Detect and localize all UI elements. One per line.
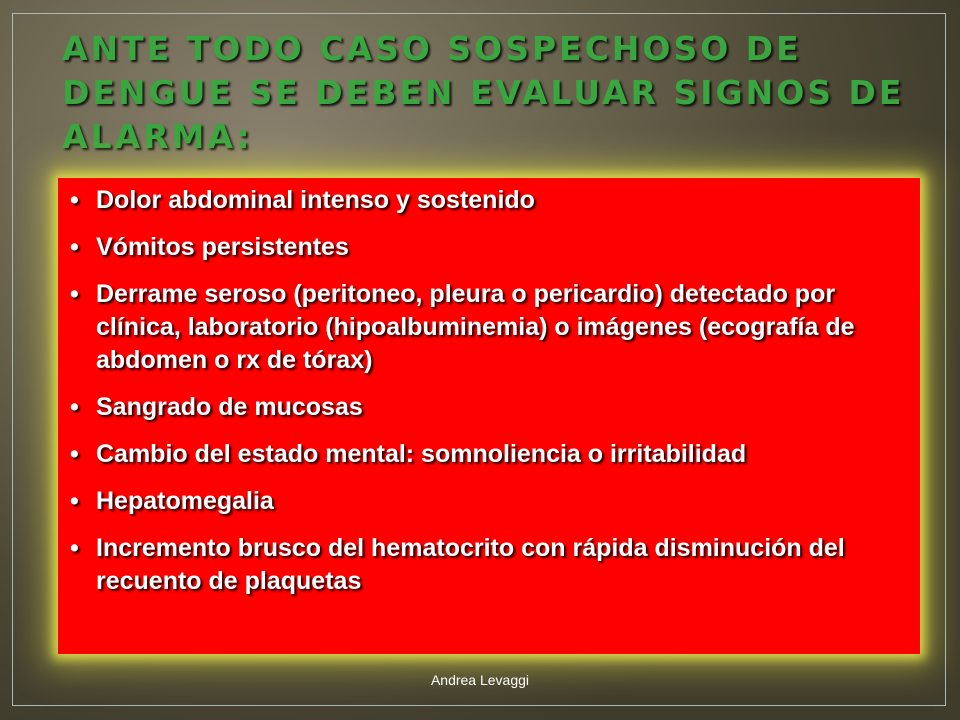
bullet-icon: • bbox=[70, 487, 79, 515]
alarm-signs-box bbox=[58, 178, 920, 654]
list-item-text: Incremento brusco del hematocrito con rápida disminución del recuento de plaquetas bbox=[96, 534, 845, 595]
list-item bbox=[58, 184, 920, 217]
slide-footer-author: Andrea Levaggi bbox=[430, 672, 530, 688]
bullet-icon: • bbox=[70, 534, 79, 562]
list-item bbox=[58, 532, 920, 598]
list-item bbox=[58, 391, 920, 424]
list-item bbox=[58, 438, 920, 471]
list-item-text: Derrame seroso (peritoneo, pleura o pericardio) detectado por clínica, laboratorio (hipoalbuminemia) o imágenes (ecografía de abdomen o rx de tórax) bbox=[96, 280, 855, 374]
list-item-text: Hepatomegalia bbox=[96, 487, 274, 515]
list-item-text: Sangrado de mucosas bbox=[96, 393, 363, 421]
list-item-text: Vómitos persistentes bbox=[96, 233, 349, 261]
list-item bbox=[58, 231, 920, 264]
bullet-icon: • bbox=[70, 393, 79, 421]
bullet-icon: • bbox=[70, 280, 79, 308]
bullet-icon: • bbox=[70, 233, 79, 261]
alarm-signs-list bbox=[58, 178, 920, 598]
list-item-text: Dolor abdominal intenso y sostenido bbox=[96, 186, 535, 214]
list-item bbox=[58, 278, 920, 377]
slide-title: ANTE TODO CASO SOSPECHOSO DE DENGUE SE DEBEN EVALUAR SIGNOS DE ALARMA: bbox=[62, 29, 905, 156]
list-item-text: Cambio del estado mental: somnoliencia o irritabilidad bbox=[96, 440, 747, 468]
bullet-icon: • bbox=[70, 440, 79, 468]
list-item bbox=[58, 485, 920, 518]
bullet-icon: • bbox=[70, 186, 79, 214]
